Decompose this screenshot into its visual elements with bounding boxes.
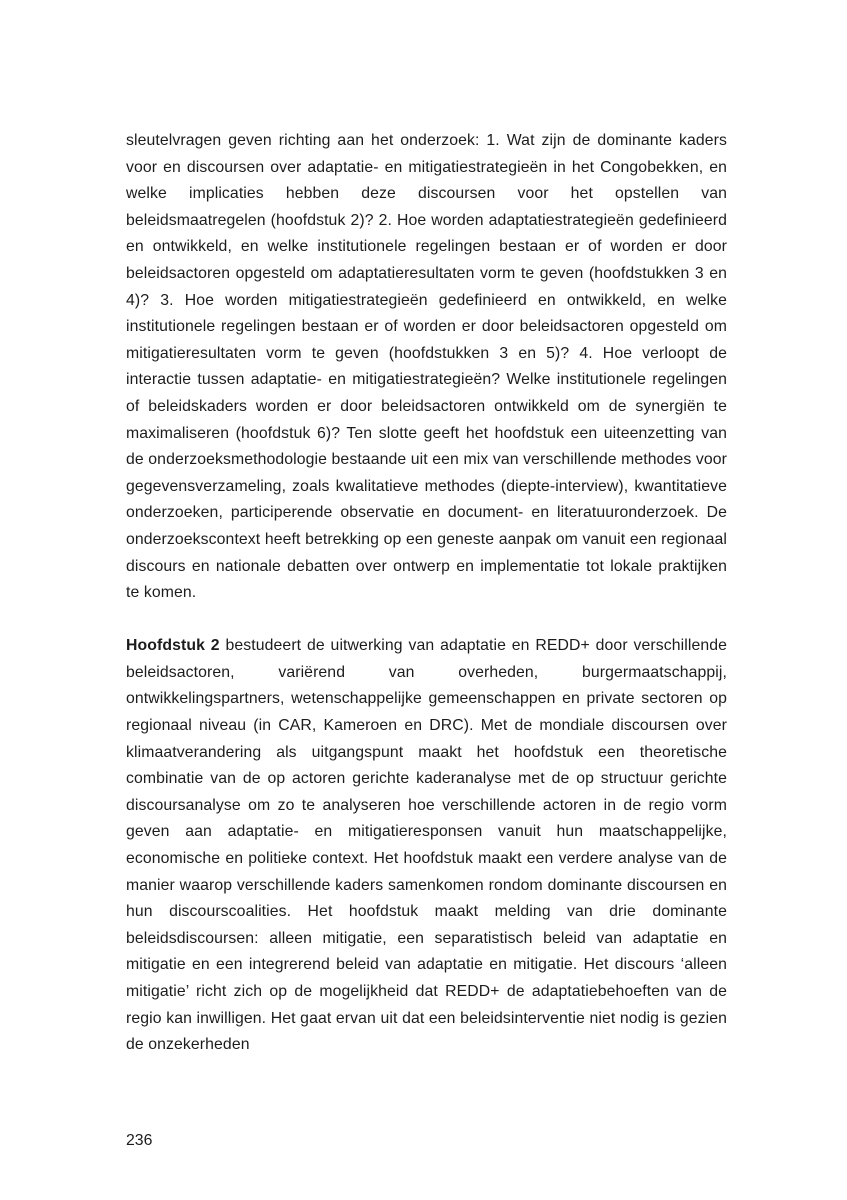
chapter-heading-inline: Hoofdstuk 2 xyxy=(126,637,220,655)
paragraph-research-questions xyxy=(126,128,727,607)
paragraph-chapter-2-summary xyxy=(126,633,727,1059)
body-text xyxy=(126,128,727,1059)
paragraph-text: sleutelvragen geven richting aan het onderzoek: 1. Wat zijn de dominante kaders voor en discoursen over adaptatie- en mitigatiestrategieën in het Congobekken, en welke implicaties hebben deze discoursen voor het opstellen van beleidsmaatregelen (hoofdstuk 2)? 2. Hoe worden adaptatiestrategieën gedefinieerd en ontwikkeld, en welke institutionele regelingen bestaan er of worden er door beleidsactoren opgesteld om adaptatieresultaten vorm te geven (hoofdstukken 3 en 4)? 3. Hoe worden mitigatiestrategieën gedefinieerd en ontwikkeld, en welke institutionele regelingen bestaan er of worden er door beleidsactoren opgesteld om mitigatieresultaten vorm te geven (hoofdstukken 3 en 5)? 4. Hoe verloopt de interactie tussen adaptatie- en mitigatiestrategieën? Welke institutionele regelingen of beleidskaders worden er door beleidsactoren ontwikkeld om de synergiën te maximaliseren (hoofdstuk 6)? Ten slotte geeft het hoofdstuk een uiteenzetting van de onderzoeksmethodologie bestaande uit een mix van verschillende methodes voor gegevensverzameling, zoals kwalitatieve methodes (diepte-interview), kwantitatieve onderzoeken, participerende observatie en document- en literatuuronderzoek. De onderzoekscontext heeft betrekking op een geneste aanpak om vanuit een regionaal discours en nationale debatten over ontwerp en implementatie tot lokale praktijken te komen. xyxy=(126,132,727,602)
paragraph-text: bestudeert de uitwerking van adaptatie en REDD+ door verschillende beleidsactoren, variërend van overheden, burgermaatschappij, ontwikkelingspartners, wetenschappelijke gemeenschappen en private sectoren op regionaal niveau (in CAR, Kameroen en DRC). Met de mondiale discoursen over klimaatverandering als uitgangspunt maakt het hoofdstuk een theoretische combinatie van de op actoren gerichte kaderanalyse met de op structuur gerichte discoursanalyse om zo te analyseren hoe verschillende actoren in de regio vorm geven aan adaptatie- en mitigatieresponsen vanuit hun maatschappelijke, economische en politieke context. Het hoofdstuk maakt een verdere analyse van de manier waarop verschillende kaders samenkomen rondom dominante discoursen en hun discourscoalities. Het hoofdstuk maakt melding van drie dominante beleidsdiscoursen: alleen mitigatie, een separatistisch beleid van adaptatie en mitigatie en een integrerend beleid van adaptatie en mitigatie. Het discours ‘alleen mitigatie’ richt zich op de mogelijkheid dat REDD+ de adaptatiebehoeften van de regio kan inwilligen. Het gaat ervan uit dat een beleidsinterventie niet nodig is gezien de onzekerheden xyxy=(126,637,727,1054)
page-number: 236 xyxy=(126,1132,153,1149)
paragraph-spacer xyxy=(126,607,727,634)
